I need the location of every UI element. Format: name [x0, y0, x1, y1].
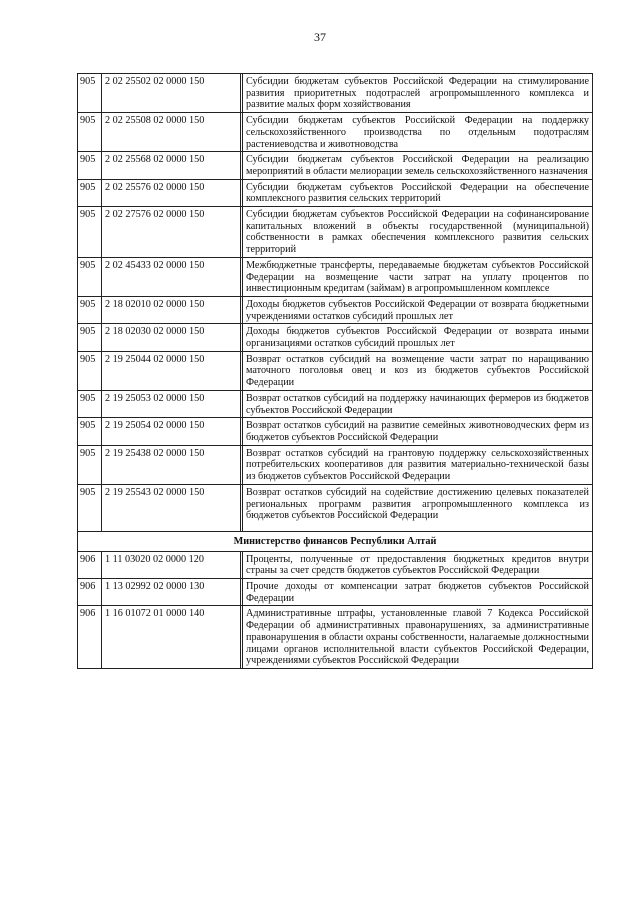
- revenue-name-text: Возврат остатков субсидий на содействие достижению целевых показателей региональных программ развития агропромышленного комплекса из бюджетов субъектов Российской Федерации: [246, 486, 589, 522]
- revenue-name-cell: Административные штрафы, установленные главой 7 Кодекса Российской Федерации об административных правонарушениях, за административные правонарушения в области охраны собственности, налагаемые должностными лицами органов исполнительной власти субъектов Российской Федерации, учреждениями субъектов Российской Федерации: [243, 606, 593, 669]
- budget-code-cell: 2 19 25438 02 0000 150: [102, 445, 241, 484]
- budget-code-cell: 1 16 01072 01 0000 140: [102, 606, 241, 669]
- revenue-name-cell: Субсидии бюджетам субъектов Российской Федерации на обеспечение комплексного развития сельских территорий: [243, 179, 593, 206]
- budget-code-cell: 1 11 03020 02 0000 120: [102, 551, 241, 578]
- revenue-name-cell: Возврат остатков субсидий на развитие семейных животноводческих ферм из бюджетов субъектов Российской Федерации: [243, 418, 593, 445]
- section-header-row: [78, 531, 593, 551]
- admin-code-cell: 905: [78, 418, 102, 445]
- budget-code-cell: 2 02 25502 02 0000 150: [102, 74, 241, 113]
- admin-code-cell: 905: [78, 351, 102, 390]
- admin-code-cell: 905: [78, 74, 102, 113]
- revenue-name-cell: Возврат остатков субсидий на грантовую поддержку сельскохозяйственных потребительских кооперативов для развития материально-технической базы из бюджетов субъектов Российской Федерации: [243, 445, 593, 484]
- budget-code-cell: 2 18 02010 02 0000 150: [102, 296, 241, 323]
- revenue-name-cell: Возврат остатков субсидий на возмещение части затрат по наращиванию маточного поголовья овец и коз из бюджетов субъектов Российской Федерации: [243, 351, 593, 390]
- table-row: [78, 579, 593, 606]
- admin-code-cell: 905: [78, 296, 102, 323]
- table-row: [78, 418, 593, 445]
- admin-code-cell: 905: [78, 324, 102, 351]
- budget-code-cell: 2 18 02030 02 0000 150: [102, 324, 241, 351]
- revenue-name-cell: [243, 484, 593, 531]
- table-row: [78, 551, 593, 578]
- admin-code-cell: 905: [78, 484, 102, 531]
- admin-code-cell: 905: [78, 207, 102, 258]
- admin-code-cell: 906: [78, 606, 102, 669]
- table-row: [78, 390, 593, 417]
- budget-code-cell: 2 19 25053 02 0000 150: [102, 390, 241, 417]
- table-row: [78, 257, 593, 296]
- row-spacer: [246, 522, 589, 530]
- table-row: [78, 351, 593, 390]
- admin-code-cell: 906: [78, 551, 102, 578]
- revenue-name-cell: Доходы бюджетов субъектов Российской Федерации от возврата бюджетными учреждениями остатков субсидий прошлых лет: [243, 296, 593, 323]
- budget-code-cell: 1 13 02992 02 0000 130: [102, 579, 241, 606]
- budget-code-cell: 2 19 25044 02 0000 150: [102, 351, 241, 390]
- budget-code-cell: 2 02 25568 02 0000 150: [102, 152, 241, 179]
- page-number: 37: [314, 30, 326, 44]
- revenue-name-cell: Доходы бюджетов субъектов Российской Федерации от возврата иными организациями остатков субсидий прошлых лет: [243, 324, 593, 351]
- table-row: [78, 113, 593, 152]
- revenue-name-cell: Прочие доходы от компенсации затрат бюджетов субъектов Российской Федерации: [243, 579, 593, 606]
- table-row: [78, 445, 593, 484]
- section-title: Министерство финансов Республики Алтай: [78, 531, 593, 551]
- table-row: [78, 296, 593, 323]
- budget-code-cell: 2 19 25543 02 0000 150: [102, 484, 241, 531]
- admin-code-cell: 905: [78, 113, 102, 152]
- admin-code-cell: 905: [78, 179, 102, 206]
- admin-code-cell: 905: [78, 257, 102, 296]
- admin-code-cell: 906: [78, 579, 102, 606]
- table-row: [78, 179, 593, 206]
- budget-code-cell: 2 02 25576 02 0000 150: [102, 179, 241, 206]
- revenue-name-cell: Субсидии бюджетам субъектов Российской Федерации на реализацию мероприятий в области мелиорации земель сельскохозяйственного назначения: [243, 152, 593, 179]
- admin-code-cell: 905: [78, 152, 102, 179]
- revenue-name-cell: Проценты, полученные от предоставления бюджетных кредитов внутри страны за счет средств бюджетов субъектов Российской Федерации: [243, 551, 593, 578]
- budget-code-cell: 2 02 27576 02 0000 150: [102, 207, 241, 258]
- revenue-name-cell: Субсидии бюджетам субъектов Российской Федерации на софинансирование капитальных вложений в объекты государственной (муниципальной) собственности в рамках обеспечения комплексного развития сельских территорий: [243, 207, 593, 258]
- table-row: [78, 207, 593, 258]
- table-row: [78, 324, 593, 351]
- table-row: [78, 152, 593, 179]
- admin-code-cell: 905: [78, 445, 102, 484]
- revenue-name-cell: Межбюджетные трансферты, передаваемые бюджетам субъектов Российской Федерации на возмещение части затрат на уплату процентов по инвестиционным кредитам (займам) в агропромышленном комплексе: [243, 257, 593, 296]
- table-row: [78, 606, 593, 669]
- budget-code-cell: 2 19 25054 02 0000 150: [102, 418, 241, 445]
- revenue-classification-table: [77, 73, 593, 669]
- table-row: [78, 484, 593, 531]
- table-row: [78, 74, 593, 113]
- budget-code-cell: 2 02 25508 02 0000 150: [102, 113, 241, 152]
- revenue-name-cell: Возврат остатков субсидий на поддержку начинающих фермеров из бюджетов субъектов Российской Федерации: [243, 390, 593, 417]
- revenue-name-cell: Субсидии бюджетам субъектов Российской Федерации на стимулирование развития приоритетных подотраслей агропромышленного комплекса и развитие малых форм хозяйствования: [243, 74, 593, 113]
- revenue-name-cell: Субсидии бюджетам субъектов Российской Федерации на поддержку сельскохозяйственного производства по отдельным подотраслям растениеводства и животноводства: [243, 113, 593, 152]
- budget-code-cell: 2 02 45433 02 0000 150: [102, 257, 241, 296]
- admin-code-cell: 905: [78, 390, 102, 417]
